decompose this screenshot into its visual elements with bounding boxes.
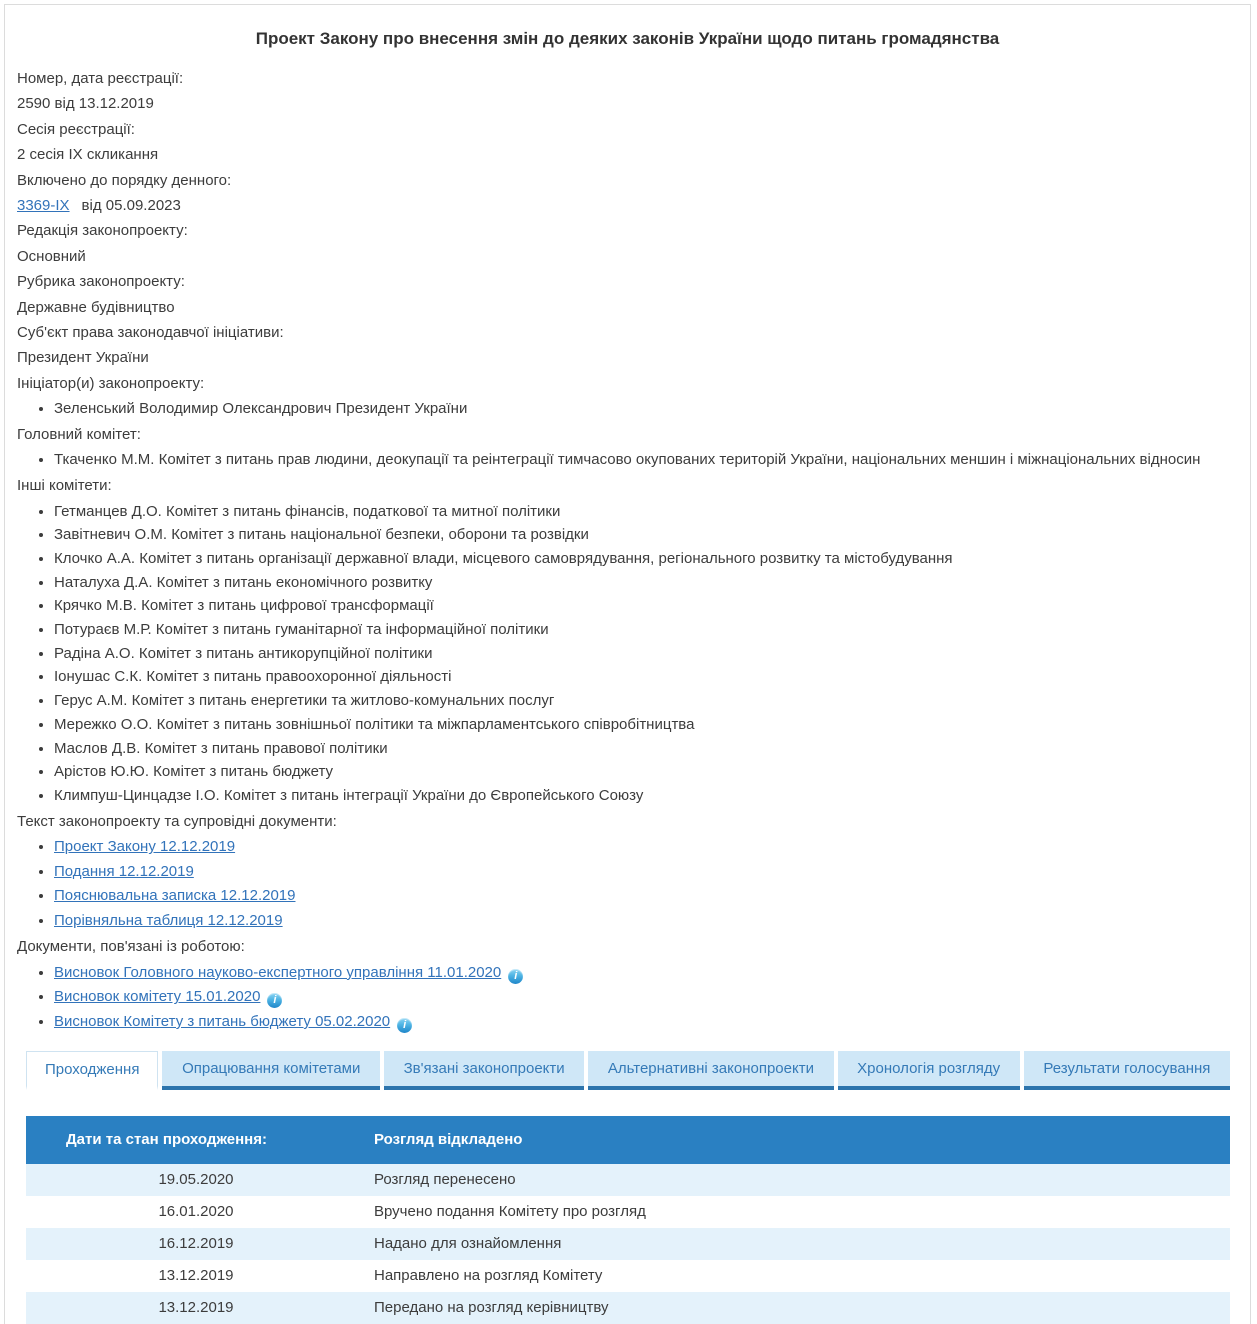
document-item: [54, 884, 1234, 909]
progress-table: [26, 1116, 1230, 1324]
main-committee-item: [54, 448, 1234, 472]
committee-item: [54, 737, 1234, 761]
document-link[interactable]: Подання 12.12.2019: [54, 862, 194, 880]
header-dates-and-state: Дати та стан проходження:: [26, 1116, 366, 1164]
committee-item: [54, 689, 1234, 713]
document-item: [54, 860, 1234, 885]
committee-name: Клочко А.А. Комітет з питань організації державної влади, місцевого самоврядування, регіонального розвитку та містобудування: [54, 549, 953, 567]
edition-label: Редакція законопроекту:: [17, 222, 188, 240]
committee-item: [54, 713, 1234, 737]
page-title: Проект Закону про внесення змін до деяких законів України щодо питань громадянства: [255, 29, 1000, 48]
table-row: [26, 1260, 1230, 1292]
agenda-date: від 05.09.2023: [81, 197, 181, 215]
committee-item: [54, 594, 1234, 618]
committee-name: Герус А.М. Комітет з питань енергетики та житлово-комунальних послуг: [54, 692, 555, 710]
committee-name: Гетманцев Д.О. Комітет з питань фінансів, податкової та митної політики: [54, 502, 561, 520]
edition-value: Основний: [17, 247, 86, 265]
row-status: Вручено подання Комітету про розгляд: [374, 1202, 646, 1220]
main-committee-list: [17, 447, 1234, 473]
agenda-label: Включено до порядку денного:: [17, 171, 232, 189]
bill-tabs: [26, 1051, 1230, 1090]
table-row: [26, 1228, 1230, 1260]
committee-item: [54, 547, 1234, 571]
header-current-status: Розгляд відкладено: [366, 1116, 1230, 1164]
tab-khronologiya-rozglyadu[interactable]: Хронологія розгляду: [838, 1051, 1020, 1090]
work-document-item: [54, 985, 1234, 1010]
tab-opratsyuvannya-komitetamy[interactable]: Опрацювання комітетами: [162, 1051, 380, 1090]
committee-item: [54, 571, 1234, 595]
session-value: 2 сесія IX скликання: [17, 146, 159, 164]
table-row: [26, 1292, 1230, 1324]
subject-label: Суб'єкт права законодавчої ініціативи:: [17, 324, 284, 342]
document-item: [54, 909, 1234, 934]
bill-details: [5, 50, 1250, 1036]
committee-item: [54, 500, 1234, 524]
committee-name: Іонушас С.К. Комітет з питань правоохоронної діяльності: [54, 668, 452, 686]
progress-table-body: [26, 1164, 1230, 1324]
committee-name: Климпуш-Цинцадзе І.О. Комітет з питань інтеграції України до Європейського Союзу: [54, 786, 644, 804]
initiator-name: Зеленський Володимир Олександрович Президент України: [54, 400, 468, 418]
work-document-link[interactable]: Висновок Головного науково-експертного управління 11.01.2020: [54, 963, 502, 981]
committee-item: [54, 523, 1234, 547]
reg-number-label: Номер, дата реєстрації:: [17, 70, 184, 87]
other-committees-list: [17, 499, 1234, 809]
tab-prohodzhennya[interactable]: Проходження: [26, 1051, 158, 1090]
committee-name: Арістов Ю.Ю. Комітет з питань бюджету: [54, 763, 334, 781]
document-link[interactable]: Пояснювальна записка 12.12.2019: [54, 887, 296, 905]
row-status: Направлено на розгляд Комітету: [374, 1266, 603, 1284]
progress-table-header-row: [26, 1116, 1230, 1164]
row-date: 16.01.2020: [158, 1202, 234, 1220]
document-item: [54, 835, 1234, 860]
committee-name: Наталуха Д.А. Комітет з питань економічного розвитку: [54, 573, 433, 591]
document-link[interactable]: Порівняльна таблиця 12.12.2019: [54, 911, 283, 929]
work-document-link[interactable]: Висновок комітету 15.01.2020: [54, 988, 261, 1006]
row-date: 13.12.2019: [158, 1266, 234, 1284]
committee-item: [54, 618, 1234, 642]
rubric-label: Рубрика законопроекту:: [17, 273, 185, 291]
info-icon[interactable]: i: [508, 969, 523, 984]
initiator-item: [54, 397, 1234, 421]
work-documents-list: [17, 960, 1234, 1036]
row-status: Розгляд перенесено: [374, 1170, 516, 1188]
committee-name: Маслов Д.В. Комітет з питань правової політики: [54, 739, 388, 757]
session-label: Сесія реєстрації:: [17, 120, 135, 138]
table-row: [26, 1196, 1230, 1228]
rubric-value: Державне будівництво: [17, 298, 175, 316]
documents-list: [17, 834, 1234, 934]
initiators-label: Ініціатор(и) законопроекту:: [17, 374, 205, 392]
bill-page: [4, 4, 1251, 1324]
committee-item: [54, 784, 1234, 808]
table-row: [26, 1164, 1230, 1196]
other-committees-label: Інші комітети:: [17, 477, 112, 495]
row-date: 19.05.2020: [158, 1170, 234, 1188]
agenda-law-link[interactable]: 3369-IX: [17, 197, 70, 215]
committee-name: Завітневич О.М. Комітет з питань національної безпеки, оборони та розвідки: [54, 526, 589, 544]
row-status: Передано на розгляд керівництву: [374, 1298, 609, 1316]
main-committee-label: Головний комітет:: [17, 425, 141, 443]
initiators-list: [17, 396, 1234, 422]
agenda-line: [17, 193, 1234, 218]
info-icon[interactable]: i: [267, 993, 282, 1008]
tab-zvyazani-zakonoproekty[interactable]: Зв'язані законопроекти: [384, 1051, 584, 1090]
committee-name: Мережко О.О. Комітет з питань зовнішньої політики та міжпарламентського співробітництва: [54, 715, 695, 733]
work-document-item: [54, 1010, 1234, 1035]
documents-label: Текст законопроекту та супровідні документи:: [17, 812, 337, 830]
subject-value: Президент України: [17, 349, 149, 367]
committee-name: Радіна А.О. Комітет з питань антикорупційної політики: [54, 644, 433, 662]
committee-item: [54, 760, 1234, 784]
committee-name: Потураєв М.Р. Комітет з питань гуманітарної та інформаційної політики: [54, 621, 549, 639]
row-date: 16.12.2019: [158, 1234, 234, 1252]
work-documents-label: Документи, пов'язані із роботою:: [17, 938, 245, 956]
row-status: Надано для ознайомлення: [374, 1234, 562, 1252]
tab-alternatyvni-zakonoproekty[interactable]: Альтернативні законопроекти: [588, 1051, 833, 1090]
tab-rezultaty-golosuvannya[interactable]: Результати голосування: [1024, 1051, 1230, 1090]
committee-item: [54, 642, 1234, 666]
work-document-item: [54, 961, 1234, 986]
committee-name: Крячко М.В. Комітет з питань цифрової трансформації: [54, 597, 434, 615]
work-document-link[interactable]: Висновок Комітету з питань бюджету 05.02.2020: [54, 1013, 391, 1031]
info-icon[interactable]: i: [397, 1018, 412, 1033]
document-link[interactable]: Проект Закону 12.12.2019: [54, 838, 236, 856]
reg-number-value: 2590 від 13.12.2019: [17, 95, 154, 113]
row-date: 13.12.2019: [158, 1298, 234, 1316]
committee-item: [54, 665, 1234, 689]
committee-name: Ткаченко М.М. Комітет з питань прав людини, деокупації та реінтеграції тимчасово окупованих територій України, національних меншин і міжнаціональних відносин: [54, 451, 1201, 469]
